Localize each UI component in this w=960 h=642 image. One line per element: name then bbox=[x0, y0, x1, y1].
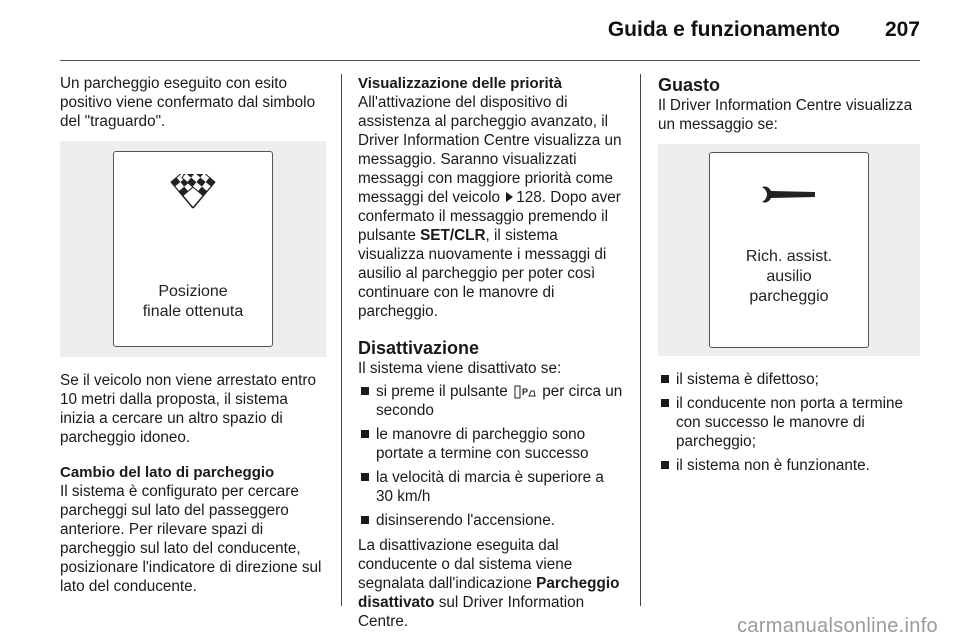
heading-deactivation: Disattivazione bbox=[358, 338, 480, 358]
page-reference: 128 bbox=[516, 189, 542, 206]
heading-change-side: Cambio del lato di parcheggio bbox=[60, 464, 275, 481]
fault-intro: Il Driver Information Centre visualizza un messaggio se: bbox=[658, 97, 913, 133]
message-name: Parcheggio disattivato bbox=[358, 575, 620, 611]
list-item: le manovre di parcheggio sono portate a termine con successo bbox=[358, 425, 624, 463]
wrench-icon bbox=[759, 183, 819, 207]
intro-paragraph: Un parcheggio eseguito con esito positivo viene confermato dal simbolo del "traguardo". bbox=[60, 75, 316, 130]
watermark: carmanualsonline.info bbox=[737, 615, 938, 637]
display-line-2: ausilio bbox=[766, 268, 812, 285]
arrow-right-icon bbox=[506, 192, 513, 202]
list-item: il conducente non porta a termine con successo le manovre di parcheggio; bbox=[658, 394, 924, 451]
paragraph-change-side: Il sistema è configurato per cercare parcheggi sul lato del passeggero anteriore. Per rilevare spazi di parcheggio sul lato del conducente, posizionare l'indicatore di direzione sul lato del conducente. bbox=[60, 483, 322, 595]
list-item: disinserendo l'accensione. bbox=[358, 511, 624, 530]
display-line-2: finale ottenuta bbox=[142, 303, 244, 320]
column-left bbox=[60, 74, 326, 596]
fault-list bbox=[658, 370, 924, 475]
column-divider-2 bbox=[640, 74, 641, 606]
button-name: SET/CLR bbox=[420, 227, 486, 244]
figure-finish-display bbox=[60, 141, 326, 357]
header-divider bbox=[60, 60, 920, 61]
heading-fault: Guasto bbox=[658, 75, 721, 95]
checkered-flags-icon bbox=[153, 174, 233, 214]
list-item: il sistema non è funzionante. bbox=[658, 456, 924, 475]
page-number: 207 bbox=[884, 18, 920, 41]
column-right bbox=[658, 74, 924, 481]
display-line-3: parcheggio bbox=[749, 288, 829, 305]
column-divider-1 bbox=[341, 74, 342, 606]
list-item: il sistema è difettoso; bbox=[658, 370, 924, 389]
figure-fault-display bbox=[658, 144, 920, 356]
deactivation-intro: Il sistema viene disattivato se: bbox=[358, 360, 562, 377]
display-panel bbox=[113, 151, 273, 347]
section-title: Guida e funzionamento bbox=[607, 18, 840, 41]
deactivation-list bbox=[358, 382, 624, 530]
display-line-1: Posizione bbox=[158, 283, 228, 300]
paragraph-restart-search: Se il veicolo non viene arrestato entro 10 metri dalla proposta, il sistema inizia a cercare un altro spazio di parcheggio idoneo. bbox=[60, 372, 316, 446]
svg-text:P: P bbox=[522, 386, 529, 397]
list-item: la velocità di marcia è superiore a 30 km/h bbox=[358, 468, 624, 506]
heading-priority: Visualizzazione delle priorità bbox=[358, 75, 562, 92]
park-assist-button-icon bbox=[514, 385, 536, 399]
column-middle bbox=[358, 74, 624, 631]
display-panel bbox=[709, 152, 869, 348]
paragraph-priority: All'attivazione del dispositivo di assistenza al parcheggio avanzato, il Driver Information Centre visualizza un messaggio. Saranno visualizzati messaggi con maggiore priorità come messaggi del veicolo 128. Dopo aver confermato il messaggio premendo il pulsante SET/CLR, il sistema visualizza nuovamente i messaggi di ausilio al parcheggio per poter così continuare con le manovre di parcheggio. bbox=[358, 94, 622, 320]
display-line-1: Rich. assist. bbox=[745, 248, 833, 265]
list-item: si preme il pulsante P per circa un secondo bbox=[358, 382, 624, 420]
deactivation-outro: La disattivazione eseguita dal conducente o dal sistema viene segnalata dall'indicazione Parcheggio disattivato sul Driver Information Centre. bbox=[358, 537, 620, 630]
